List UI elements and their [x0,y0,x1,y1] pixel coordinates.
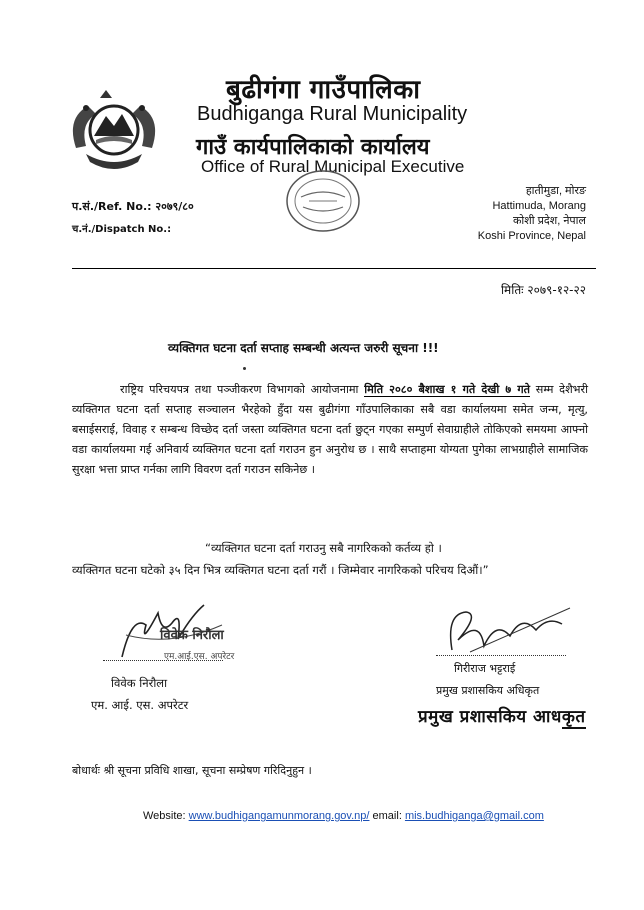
quote-line-1: “व्यक्तिगत घटना दर्ता गराउनु सबै नागरिकको कर्तव्य हो । [205,541,442,555]
notice-subject: व्यक्तिगत घटना दर्ता सप्ताह सम्बन्धी अत्यन्त जरुरी सूचना !!! [168,341,439,355]
body-date-highlight: मिति २०८० बैशाख १ गते देखी ७ गते [364,383,531,396]
address-line-2: Hattimuda, Morang [492,200,586,212]
office-address [478,184,586,244]
email-link[interactable]: mis.budhiganga@gmail.com [404,810,544,822]
carbon-copy-note: बोधार्थः श्री सूचना प्रविधि शाखा, सूचना सम्प्रेषण गरिदिनुहुन । [72,764,312,777]
municipality-name-english: Budhiganga Rural Municipality [197,103,468,125]
header-divider [72,268,596,269]
left-signature-line [103,660,223,661]
office-stamp-icon [283,167,363,235]
address-line-1: हातीमुडा, मोरङ [525,185,586,197]
left-signatory-name: विवेक निरौला [111,676,168,690]
ink-dot [243,367,246,370]
letter-date: मितिः २०७९-१२-२२ [500,283,586,297]
right-signatory-role: प्रमुख प्रशासकिय अधिकृत [436,684,540,697]
body-intro: राष्ट्रिय परिचयपत्र तथा पञ्जीकरण विभागको आयोजनामा [120,383,359,396]
quote-line-2: व्यक्तिगत घटना घटेको ३५ दिन भित्र व्यक्तिगत घटना दर्ता गरौं । जिम्मेवार नागरिकको परिचय दिऔं।” [72,563,489,577]
ref-label: प.सं./Ref. No.: [72,200,152,213]
dispatch-label: च.नं./Dispatch No.: [72,224,172,235]
ref-value: २०७९/८० [155,200,194,213]
right-signature [440,600,580,658]
notice-body [72,380,588,480]
office-name-english: Office of Rural Municipal Executive [201,157,465,176]
left-stamp-name: विवेक निरौला [160,628,224,643]
right-stamp-suffix: कृत [561,707,586,727]
left-stamp-role: एम.आई.एस. अपरेटर [164,652,235,662]
address-line-3: कोशी प्रदेश, नेपाल [512,215,586,227]
left-signatory-role: एम. आई. एस. अपरेटर [91,698,189,712]
email-label: email: [372,810,402,822]
right-signatory-name: गिरीराज भट्टराई [454,662,516,675]
right-signature-line [436,655,566,656]
address-line-4: Koshi Province, Nepal [477,230,586,242]
municipality-name-nepali: बुढीगंगा गाउँपालिका [226,75,421,105]
reference-number [72,199,194,214]
footer-contact [143,810,544,822]
dispatch-number [72,221,171,235]
right-role-stamp [418,704,586,727]
website-link[interactable]: www.budhigangamunmorang.gov.np/ [188,810,370,822]
office-name-nepali: गाउँ कार्यपालिकाको कार्यालय [196,135,430,160]
right-stamp-prefix: प्रमुख प्रशासकिय आध [418,707,562,727]
website-label: Website: [143,810,186,822]
left-signature [112,595,272,667]
body-main: सम्म देशैभरी व्यक्तिगत घटना दर्ता सप्ताह सञ्चालन भैरहेको हुँदा यस बुढीगंगा गाँउपालिकाका सबै वडा कार्यालयमा समेत जन्म, मृत्यु, बसाईसराई, विवाह र सम्बन्ध विच्छेद दर्ता जस्ता व्यक्तिगत घटना दर्ता छुट्न गएका सम्पुर्ण सेवाग्राहीले तोकिएको समयमा आफ्नो वडा कार्यालयमा गई अनिवार्य व्यक्तिगत घटना दर्ता गराउन हुन अनुरोध छ । साथै सप्ताहमा योग्यता पुगेका लाभग्राहीले सामाजिक सुरक्षा भत्ता प्राप्त गर्नका लागि विवरण दर्ता गराउन सकिनेछ । [72,383,589,476]
nepal-emblem-icon [66,88,162,176]
